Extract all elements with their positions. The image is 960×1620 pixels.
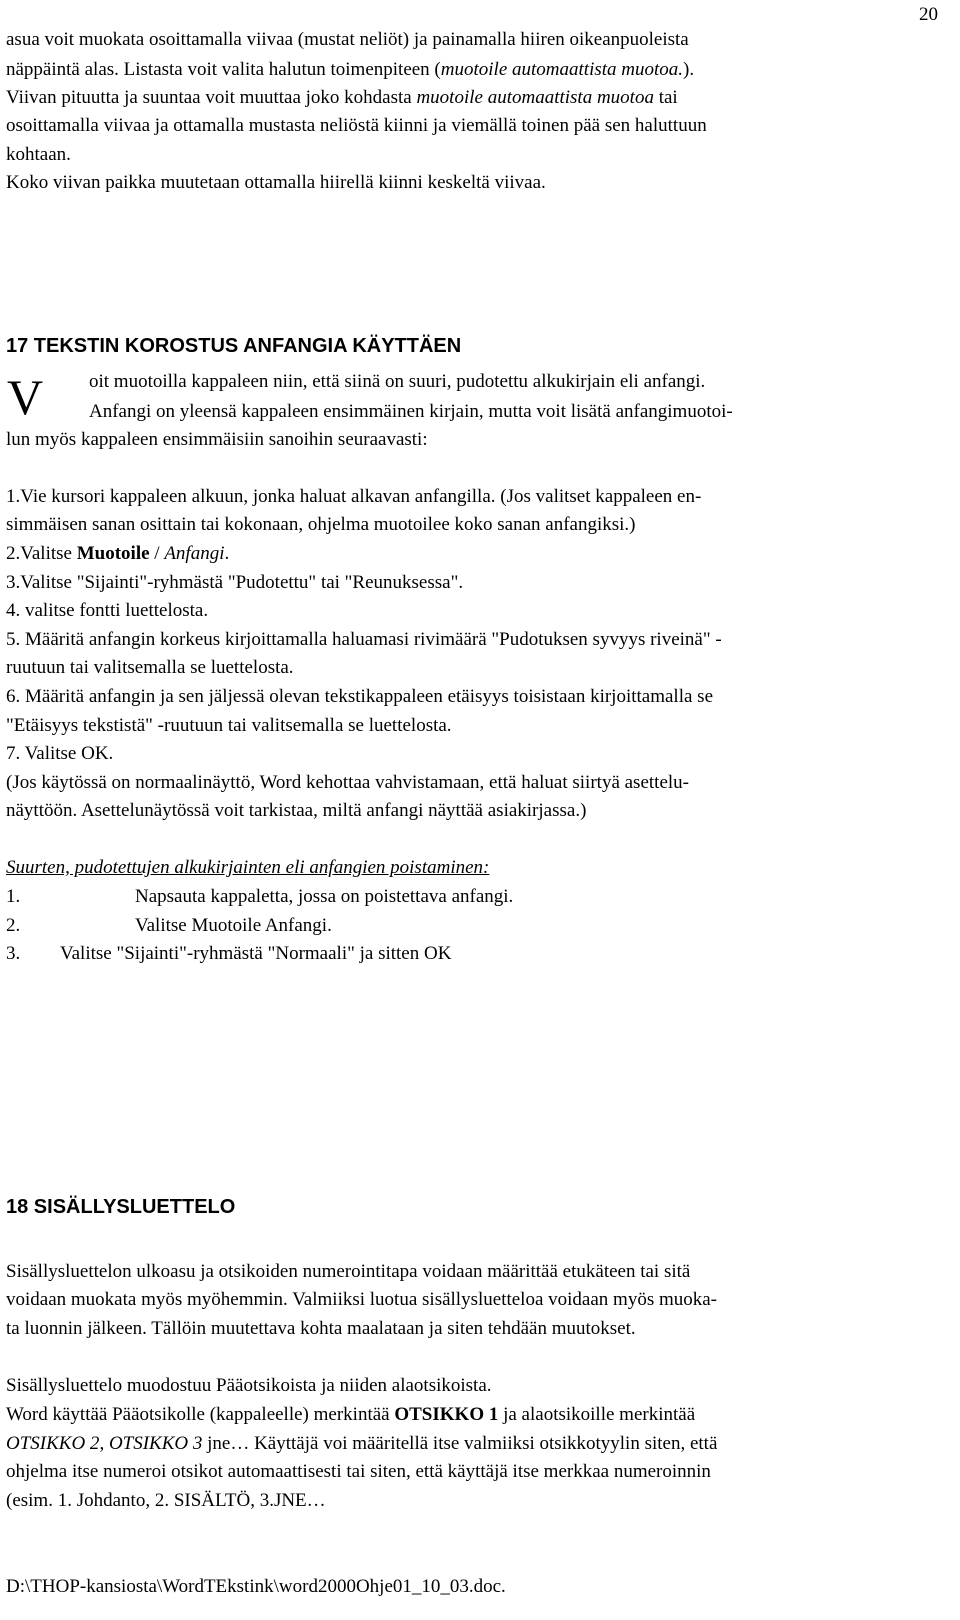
section-17-heading: 17 TEKSTIN KOROSTUS ANFANGIA KÄYTTÄEN bbox=[6, 335, 462, 357]
menu-path-italic: muotoile automaattista muotoa. bbox=[440, 59, 684, 80]
s18-para-line-7: ohjelma itse numeroi otsikot automaattisesti tai siten, että käyttäjä itse merkkaa numeroinnin bbox=[6, 1461, 711, 1482]
s18-para-line-4: Sisällysluettelo muodostuu Pääotsikoista ja niiden alaotsikoista. bbox=[6, 1375, 492, 1396]
s18-para-line-2: voidaan muokata myös myöhemmin. Valmiiksi luotua sisällysluetteloa voidaan myös muoka- bbox=[6, 1289, 717, 1310]
step-4: 4. valitse fontti luettelosta. bbox=[6, 600, 209, 621]
s18-para-line-6: OTSIKKO 2, OTSIKKO 3 jne… Käyttäjä voi määritellä itse valmiiksi otsikkotyylin siten, että bbox=[6, 1433, 718, 1454]
s18-para-line-8: (esim. 1. Johdanto, 2. SISÄLTÖ, 3.JNE… bbox=[6, 1490, 326, 1511]
s18-para-line-3: ta luonnin jälkeen. Tällöin muutettava kohta maalataan ja siten tehdään muutokset. bbox=[6, 1318, 636, 1339]
s17-para-line-2: Anfangi on yleensä kappaleen ensimmäinen kirjain, mutta voit lisätä anfangimuotoi- bbox=[89, 401, 733, 422]
menu-anfangi: Anfangi bbox=[164, 543, 225, 564]
remove-step-2: 2. Valitse Muotoile Anfangi. bbox=[6, 915, 332, 936]
menu-muotoile: Muotoile bbox=[76, 543, 150, 564]
style-otsikko-1: OTSIKKO 1 bbox=[394, 1404, 499, 1425]
note-line-2: näyttöön. Asettelunäytössä voit tarkistaa, miltä anfangi näyttää asiakirjassa.) bbox=[6, 800, 587, 821]
intro-line-1: asua voit muokata osoittamalla viivaa (mustat neliöt) ja painamalla hiiren oikeanpuoleista bbox=[6, 29, 689, 50]
footer-file-path: D:\THOP-kansiosta\WordTEkstink\word2000Ohje01_10_03.doc. bbox=[6, 1576, 506, 1597]
intro-line-4: osoittamalla viivaa ja ottamalla mustasta neliöstä kiinni ja viemällä toinen pää sen haluttuun bbox=[6, 115, 707, 136]
step-3: 3.Valitse "Sijainti"-ryhmästä "Pudotettu" tai "Reunuksessa". bbox=[6, 572, 464, 593]
menu-path-italic: muotoile automaattista muotoa bbox=[416, 87, 654, 108]
page-number: 20 bbox=[919, 4, 938, 25]
step-7: 7. Valitse OK. bbox=[6, 743, 114, 764]
s17-para-line-3: lun myös kappaleen ensimmäisiin sanoihin seuraavasti: bbox=[6, 429, 428, 450]
step-6-line-1: 6. Määritä anfangin ja sen jäljessä olevan tekstikappaleen etäisyys toisistaan kirjoittamalla se bbox=[6, 686, 713, 707]
style-otsikko-3: OTSIKKO 3 bbox=[108, 1433, 203, 1454]
intro-line-2: näppäintä alas. Listasta voit valita halutun toimenpiteen (muotoile automaattista muotoa.). bbox=[6, 59, 695, 80]
section-18-heading: 18 SISÄLLYSLUETTELO bbox=[6, 1196, 236, 1218]
s18-para-line-5: Word käyttää Pääotsikolle (kappaleelle) merkintää OTSIKKO 1 ja alaotsikoille merkintää bbox=[6, 1404, 696, 1425]
intro-line-5: kohtaan. bbox=[6, 144, 71, 165]
intro-line-6: Koko viivan paikka muutetaan ottamalla hiirellä kiinni keskeltä viivaa. bbox=[6, 172, 546, 193]
step-6-line-2: "Etäisyys tekstistä" -ruutuun tai valitsemalla se luettelosta. bbox=[6, 715, 452, 736]
step-5-line-2: ruutuun tai valitsemalla se luettelosta. bbox=[6, 657, 294, 678]
note-line-1: (Jos käytössä on normaalinäyttö, Word kehottaa vahvistamaan, että haluat siirtyä asettelu- bbox=[6, 772, 689, 793]
style-otsikko-2: OTSIKKO 2 bbox=[6, 1433, 100, 1454]
drop-cap-letter: V bbox=[7, 369, 44, 425]
s18-para-line-1: Sisällysluettelon ulkoasu ja otsikoiden numerointitapa voidaan määrittää etukäteen tai sitä bbox=[6, 1261, 691, 1282]
remove-step-3: 3. Valitse "Sijainti"-ryhmästä "Normaali" ja sitten OK bbox=[6, 943, 452, 964]
intro-line-3: Viivan pituutta ja suuntaa voit muuttaa joko kohdasta muotoile automaattista muotoa tai bbox=[6, 87, 678, 108]
step-1-line-1: 1.Vie kursori kappaleen alkuun, jonka haluat alkavan anfangilla. (Jos valitset kappaleen en- bbox=[6, 486, 702, 507]
step-1-line-2: simmäisen sanan osittain tai kokonaan, ohjelma muotoilee koko sanan anfangiksi.) bbox=[6, 514, 636, 535]
remove-title: Suurten, pudotettujen alkukirjainten eli anfangien poistaminen: bbox=[6, 857, 490, 878]
s17-para-line-1: oit muotoilla kappaleen niin, että siinä on suuri, pudotettu alkukirjain eli anfangi. bbox=[89, 371, 706, 392]
step-5-line-1: 5. Määritä anfangin korkeus kirjoittamalla haluamasi rivimäärä "Pudotuksen syvyys riveinä" - bbox=[6, 629, 722, 650]
step-2: 2.Valitse Muotoile / Anfangi. bbox=[6, 543, 230, 564]
remove-step-1: 1. Napsauta kappaletta, jossa on poistettava anfangi. bbox=[6, 886, 514, 907]
